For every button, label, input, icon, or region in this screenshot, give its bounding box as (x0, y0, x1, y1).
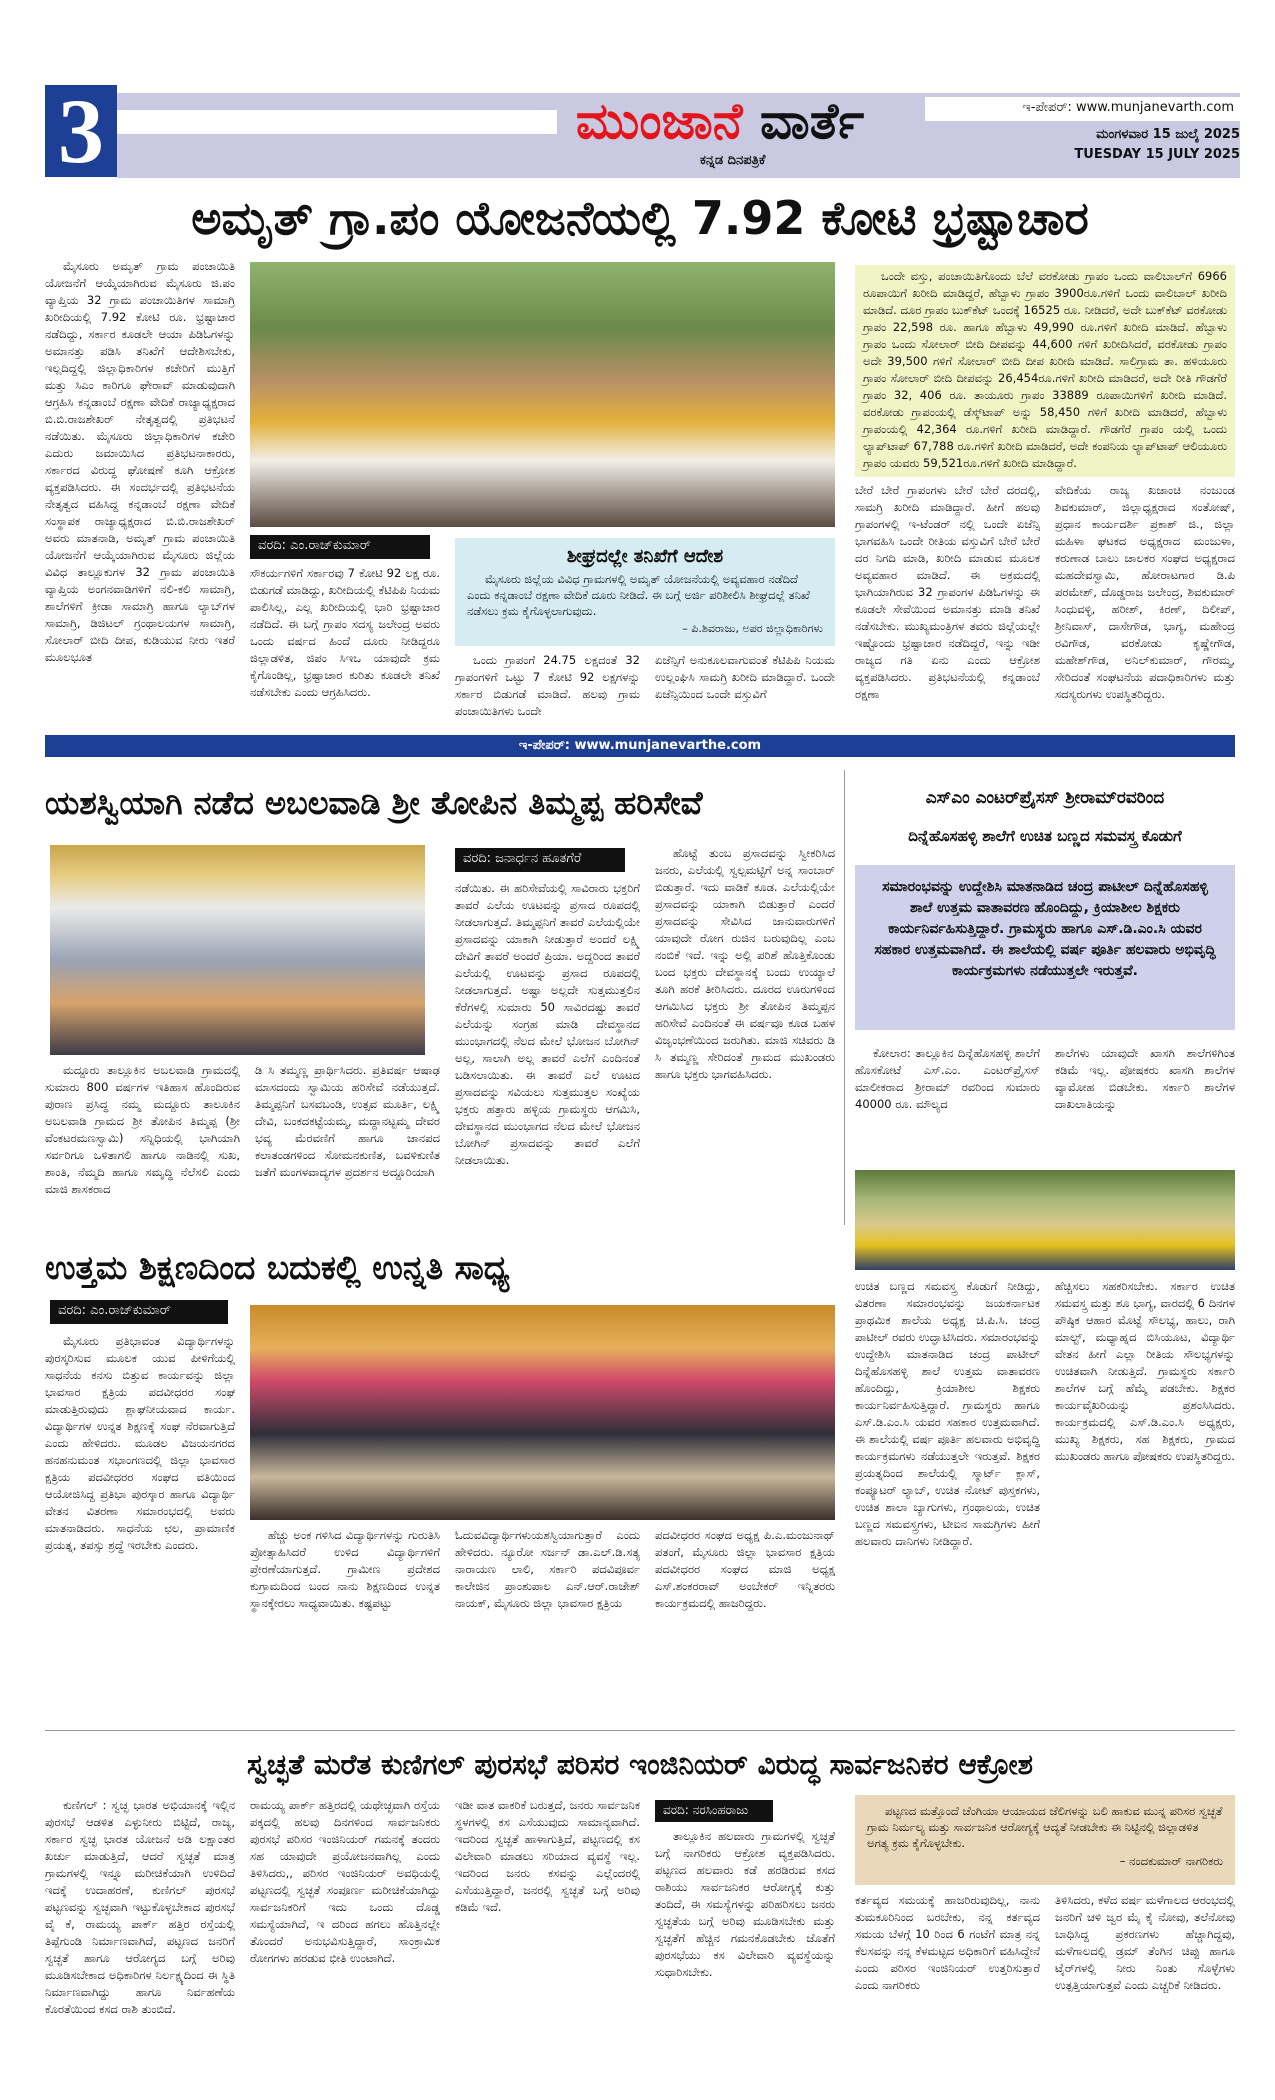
article5-column-2: ರಾಮಯ್ಯ ಪಾರ್ಕ್ ಹತ್ತಿರದಲ್ಲಿ ಯಥೇಚ್ಛವಾಗಿ ರಸ್ತೆಯ ಪಕ್ಕದಲ್ಲಿ ಹಲವು ದಿನಗಳಿಂದ ಸಾರ್ವಜನಿಕರು ಪುರಸಭೆ ಪರಿಸರ ಇಂಜಿನಿಯರ್ ಗಮನಕ್ಕೆ ತಂದರು ಸಹ ಯಾವುದೇ ಪ್ರಯೋಜನವಾಗಿಲ್ಲ ಎಂದು ತಿಳಿಸಿದರು,, ಪರಿಸರ ಇಂಜಿನಿಯರ್ ಅವಧಿಯಲ್ಲಿ ಪಟ್ಟಣದಲ್ಲಿ ಸ್ವಚ್ಛತೆ ಸಂಪೂರ್ಣ ಮರೀಚಿಕೆಯಾಗಿದ್ದು ಸಾರ್ವಜನಿಕರಿಗೆ ಇದು ಒಂದು ದೊಡ್ಡ ಸಮಸ್ಯೆಯಾಗಿದೆ, ಇ ದರಿಂದ ಹಗಲು ಹೊತ್ತಿನಲ್ಲೇ ತೊಂದರೆ ಅನುಭವಿಸುತ್ತಿದ್ದಾರೆ, ಸಾಂಕ್ರಾಮಿಕ ರೋಗಗಳು ಹರಡುವ ಭೀತಿ ಉಂಟಾಗಿದೆ. (250, 1798, 440, 1965)
article5-column-3: ಇಡೀ ವಾತ ವಾಕರಿಕೆ ಬರುತ್ತದೆ, ಜನರು ಸಾರ್ವಜನಿಕ ಸ್ಥಳಗಳಲ್ಲಿ ಕಸ ಎಸೆಯುವುದು ಸಾಮಾನ್ಯವಾಗಿದೆ. ಇದರಿಂದ ಸ್ವಚ್ಛತೆ ಹಾಳಾಗುತ್ತಿದೆ, ಪಟ್ಟಣದಲ್ಲಿ ಕಸ ವಿಲೇವಾರಿ ಮಾಡಲು ಸರಿಯಾದ ವ್ಯವಸ್ಥೆ ಇಲ್ಲ. ಇದರಿಂದ ಜನರು ಕಸವನ್ನು ಎಲ್ಲೆಂದರಲ್ಲಿ ಎಸೆಯುತ್ತಿದ್ದಾರೆ, ಜನರಲ್ಲಿ ಸ್ವಚ್ಛತೆ ಬಗ್ಗೆ ಅರಿವು ಕಡಿಮೆ ಇದೆ. (455, 1798, 640, 1914)
column-divider (844, 770, 845, 1225)
article4-byline: ವರದಿ: ಎಂ.ರಾಜ್‌ಕುಮಾರ್ (50, 1300, 228, 1324)
article1-column-4: ಏಜೆನ್ಸಿಗೆ ಅನುಕೂಲವಾಗುವಂತೆ ಕೆಟಿಪಿಪಿ ನಿಯಮ ಉಲ್ಲಂಘಿಸಿ ಸಾಮಗ್ರಿ ಖರೀದಿ ಮಾಡಿದ್ದಾರೆ. ಒಂದೇ ಏಜೆನ್ಸಿಯಿಂದ ಒಂದೇ ವಸ್ತುವಿಗೆ (655, 653, 835, 701)
article3-column-2: ಶಾಲೆಗಳು ಯಾವುದೇ ಖಾಸಗಿ ಶಾಲೆಗಳಿಗಿಂತ ಕಡಿಮೆ ಇಲ್ಲ. ಪೋಷಕರು ಖಾಸಗಿ ಶಾಲೆಗಳ ವ್ಯಾಮೋಹ ಬಿಡಬೇಕು. ಸರ್ಕಾರಿ ಶಾಲೆಗಳ ದಾಖಲಾತಿಯನ್ನು (1055, 1046, 1235, 1111)
article1-column-2: ಸೌಕರ್ಯಗಳಿಗೆ ಸರ್ಕಾರವು 7 ಕೋಟಿ 92 ಲಕ್ಷ ರೂ. ಬಿಡುಗಡೆ ಮಾಡಿದ್ದು, ಖರೀದಿಯಲ್ಲಿ ಕೆಟಿಪಿಪಿ ನಿಯಮ ಪಾಲಿಸಿಲ್ಲ, ಎಲ್ಲ ಖರೀದಿಯಲ್ಲಿ ಭಾರಿ ಭ್ರಷ್ಟಾಚಾರ ನಡೆದಿದೆ. ಈ ಬಗ್ಗೆ ಗ್ರಾಪಂ ಸದಸ್ಯ ಜಲೇಂದ್ರ ಅವರು ಒಂದು ವರ್ಷದ ಹಿಂದೆ ದೂರು ನೀಡಿದ್ದರೂ ಜಿಲ್ಲಾಡಳಿತ, ಜಿಪಂ ಸಿಇಒ ಯಾವುದೇ ಕ್ರಮ ಕೈಗೊಂಡಿಲ್ಲ, ಭ್ರಷ್ಟಾಚಾರ ಕುರಿತು ಕೂಡಲೇ ತನಿಖೆ ನಡೆಸಬೇಕು ಎಂದು ಆಗ್ರಹಿಸಿದರು. (250, 566, 440, 699)
article5-column-4: ತಾಲ್ಲೂಕಿನ ಹಲವಾರು ಗ್ರಾಮಗಳಲ್ಲಿ ಸ್ವಚ್ಛತೆ ಬಗ್ಗೆ ನಾಗರಿಕರು ಆಕ್ರೋಶ ವ್ಯಕ್ತಪಡಿಸಿದರು. ಪಟ್ಟಣದ ಹಲವಾರು ಕಡೆ ಹರಡಿರುವ ಕಸದ ರಾಶಿಯು ಸಾರ್ವಜನಿಕರ ಆರೋಗ್ಯಕ್ಕೆ ಕುತ್ತು ತಂದಿದೆ, ಈ ಸಮಸ್ಯೆಗಳನ್ನು ಪರಿಹರಿಸಲು ಜನರು ಸ್ವಚ್ಛತೆಯ ಬಗ್ಗೆ ಅರಿವು ಮೂಡಿಸಬೇಕು ಮತ್ತು ಸ್ವಚ್ಛತೆಗೆ ಹೆಚ್ಚಿನ ಗಮನಕೊಡಬೇಕು ಜೊತೆಗೆ ಪುರಸಭೆಯು ಕಸ ವಿಲೇವಾರಿ ವ್ಯವಸ್ಥೆಯನ್ನು ಸುಧಾರಿಸಬೇಕು. (655, 1829, 835, 1979)
headline-kunigal-cleanliness: ಸ್ವಚ್ಛತೆ ಮರೆತ ಕುಣಿಗಲ್ ಪುರಸಭೆ ಪರಿಸರ ಇಂಜಿನಿಯರ್ ವಿರುದ್ಧ ಸಾರ್ವಜನಿಕರ ಆಕ್ರೋಶ (246, 1748, 1034, 1781)
headline-uniform-donation-line2: ದಿನ್ನೆಹೊಸಹಳ್ಳಿ ಶಾಲೆಗೆ ಉಚಿತ ಬಣ್ಣದ ಸಮವಸ್ತ್ರ ಕೊಡುಗೆ (908, 827, 1182, 845)
epaper-divider-bar: ಇ-ಪೇಪರ್: www.munjanevarthe.com (45, 735, 1235, 757)
quote-box-title: ಶೀಘ್ರದಲ್ಲೇ ತನಿಖೆಗೆ ಆದೇಶ (566, 546, 724, 567)
article2-column-2: ಡಿ ಸಿ ತಮ್ಮಣ್ಣ ಪ್ರಾರ್ಥಿಸಿದರು. ಪ್ರತಿವರ್ಷ ಆಷಾಢ ಮಾಸದಂದು ಸ್ವಾಮಿಯ ಹರಿಸೇವೆ ನಡೆಯುತ್ತದೆ. ತಿಮ್ಮಪ್ಪನಿಗೆ ಬಸವಬಂಡಿ, ಉತ್ಸವ ಮೂರ್ತಿ, ಲಕ್ಷ್ಮಿ ದೇವಿ, ಬಂಕದಕಟ್ಟೆಯಮ್ಮ, ಮದ್ದಾನಟ್ಟಮ್ಮ ದೇವರ ಭವ್ಯ ಮೆರವಣಿಗೆ ಹಾಗೂ ಜಾನಪದ ಕಲಾತಂಡಗಳಿಂದ ಸೋಮನಕುಣಿತ, ಬವಳಿಕುಣಿತ ಜತೆಗೆ ಮಂಗಳವಾದ್ಯಗಳ ಪ್ರದರ್ಶನ ಅದ್ದೂರಿಯಾಗಿ (255, 1063, 440, 1179)
article3-column-1: ಕೋಲಾರ: ತಾಲ್ಲೂಕಿನ ದಿನ್ನೆಹೊಸಹಳ್ಳಿ ಶಾಲೆಗೆ ಹೊಸಕೋಟೆ ಎಸ್.ಎಂ. ಎಂಟರ್‌ಪ್ರೈಸಸ್ ಮಾಲೀಕರಾದ ಶ್ರೀರಾಮ್ ರವರಿಂದ ಸುಮಾರು 40000 ರೂ. ಮೌಲ್ಯದ (855, 1046, 1040, 1111)
masthead-black: ವಾರ್ತೆ (759, 92, 865, 150)
article5-column-5: ಕರ್ತವ್ಯದ ಸಮಯಕ್ಕೆ ಹಾಜರಿರುವುದಿಲ್ಲ, ನಾನು ತುಮಕೂರಿನಿಂದ ಬರಬೇಕು, ನನ್ನ ಕರ್ತವ್ಯದ ಸಮಯ ಬೆಳಗ್ಗೆ 10 ರಿಂದ 6 ಗಂಟೆಗೆ ಮಾತ್ರ ನನ್ನ ಕೆಲಸವನ್ನು ನನ್ನ ಕೆಳಮಟ್ಟದ ಅಧಿಕಾರಿಗೆ ವಹಿಸಿದ್ದೇನೆ ಎಂದು ಪರಿಸರ ಇಂಜಿನಿಯರ್ ಉತ್ತರಿಸುತ್ತಾರೆ ಎಂದು ನಾಗರಿಕರು (855, 1893, 1040, 1992)
photo-protest-memorandum (250, 262, 835, 527)
article4-column-2: ಹೆಚ್ಚು ಅಂಕ ಗಳಿಸಿದ ವಿದ್ಯಾರ್ಥಿಗಳನ್ನು ಗುರುತಿಸಿ ಪ್ರೋತ್ಸಾಹಿಸಿದರೆ ಉಳಿದ ವಿದ್ಯಾರ್ಥಿಗಳಿಗೆ ಪ್ರೇರಣೆಯಾಗುತ್ತದೆ. ಗ್ರಾಮೀಣ ಪ್ರದೇಶದ ಕುಗ್ರಾಮದಿಂದ ಬಂದ ನಾನು ಶಿಕ್ಷಣದಿಂದ ಉನ್ನತ ಸ್ಥಾನಕ್ಕೇರಲು ಸಾಧ್ಯವಾಯಿತು. ಕಷ್ಟಪಟ್ಟು (250, 1528, 440, 1610)
article5-byline: ವರದಿ: ನರಸಿಂಹರಾಜು (655, 1800, 773, 1822)
article1-column-6: ವೇದಿಕೆಯ ರಾಜ್ಯ ಖಜಾಂಚಿ ನಂಜುಂಡ ಶಿವಕುಮಾರ್, ಜಿಲ್ಲಾಧ್ಯಕ್ಷರಾದ ಸಂತೋಷ್, ಪ್ರಧಾನ ಕಾರ್ಯದರ್ಶಿ ಪ್ರಕಾಶ್ ಜಿ., ಜಿಲ್ಲಾ ಮಹಿಳಾ ಘಟಕದ ಅಧ್ಯಕ್ಷರಾದ ಮಂಜುಳಾ, ಕರುಣಾಡ ಬಾಲು ಚಾಲಕರ ಸಂಘದ ಅಧ್ಯಕ್ಷರಾದ ಮಹದೇವಸ್ವಾಮಿ, ಹೋರಾಟಗಾರ ಡಿ.ಪಿ ಪರಮೇಶ್, ದೊಡ್ಡರಾಜ ಜಲೇಂದ್ರ, ಶಿವಕುಮಾರ್ ಸಿಂಧುವಳ್ಳಿ, ಹರೀಶ್, ಕಿರಣ್, ದಿಲೀಪ್, ಶ್ರೀನಿವಾಸ್, ದಾಸೇಗೌಡ, ಭಾಗ್ಯ, ಮಹೇಂದ್ರ ರವಿಗೌಡ, ವರಕೋಡು ಕೃಷ್ಣೇಗೌಡ, ಮಹೇಶ್‌ಗೌಡ, ಅನಿಲ್‌ಕುಮಾರ್, ಗೌರಮ್ಮ, ಸೇರಿದಂತೆ ಸಂಘಟನೆಯ ಪದಾಧಿಕಾರಿಗಳು ಮತ್ತು ಸದಸ್ಯರುಗಳು ಉಪಸ್ಥಿತರಿದ್ದರು. (1055, 483, 1235, 701)
headline-timmappa-harisevé: ಯಶಸ್ವಿಯಾಗಿ ನಡೆದ ಅಬಲವಾಡಿ ಶ್ರೀ ತೋಪಿನ ತಿಮ್ಮಪ್ಪ ಹರಿಸೇವೆ (45, 784, 703, 822)
quote-box-attribution: – ಪಿ.ಶಿವರಾಜು, ಅಪರ ಜಿಲ್ಲಾಧಿಕಾರಿಗಳು (682, 622, 823, 635)
page-number: 3 (45, 85, 117, 177)
quote-box-citizen-text: ಪಟ್ಟಣದ ಮತ್ತೊಂದೆ ಚೆಂಗಿಯಾ ಆಯಾಯದ ಜೆಲಿಗಳನ್ನು ಬಲಿ ಹಾಕುವ ಮುನ್ನ ಪರಿಸರ ಸ್ವಚ್ಛತೆ ಗ್ರಾಮ ನಿರ್ಮಲ್ಯ ಮತ್ತು ಸಾರ್ವಜನಿಕ ಆರೋಗ್ಯಕ್ಕೆ ಆದ್ಯತೆ ನೀಡಬೇಕು ಈ ನಿಟ್ಟಿನಲ್ಲಿ ಜಿಲ್ಲಾಡಳಿತ ಅಗತ್ಯ ಕ್ರಮ ಕೈಗೊಳ್ಳಬೇಕು. (867, 1804, 1223, 1850)
article3-column-3: ಉಚಿತ ಬಣ್ಣದ ಸಮವಸ್ತ್ರ ಕೊಡುಗೆ ನೀಡಿದ್ದು, ವಿತರಣಾ ಸಮಾರಂಭವನ್ನು ಜಯಕರ್ನಾಟಕ ಪ್ರಾಥಮಿಕ ಶಾಲೆಯ ಅಧ್ಯಕ್ಷ ಚಿ.ಪಿ.ಸಿ. ಚಂದ್ರ ಪಾಟೀಲ್ ರವರು ಉದ್ಘಾಟಿಸಿದರು. ಸಮಾರಂಭವನ್ನು ಉದ್ದೇಶಿಸಿ ಮಾತನಾಡಿದ ಚಂದ್ರ ಪಾಟೀಲ್ ದಿನ್ನೆಹೊಸಹಳ್ಳಿ ಶಾಲೆ ಉತ್ತಮ ವಾತಾವರಣ ಹೊಂದಿದ್ದು, ಕ್ರಿಯಾಶೀಲ ಶಿಕ್ಷಕರು ಕಾರ್ಯನಿರ್ವಹಿಸುತ್ತಿದ್ದಾರೆ. ಗ್ರಾಮಸ್ಥರು ಹಾಗೂ ಎಸ್.ಡಿ.ಎಂ.ಸಿ ಯವರ ಸಹಕಾರ ಉತ್ತಮವಾಗಿದೆ. ಈ ಶಾಲೆಯಲ್ಲಿ ವರ್ಷ ಪೂರ್ತಿ ಹಲವಾರು ಅಭಿವೃದ್ಧಿ ಕಾರ್ಯಕ್ರಮಗಳು ನಡೆಯುತ್ತಲೇ ಇರುತ್ತವೆ. ಶಿಕ್ಷಕರ ಪ್ರಯತ್ನದಿಂದ ಶಾಲೆಯಲ್ಲಿ ಸ್ಮಾರ್ಟ್ ಕ್ಲಾಸ್, ಕಂಪ್ಯೂಟರ್ ಲ್ಯಾಬ್, ಉಚಿತ ನೋಟ್ ಪುಸ್ತಕಗಳು, ಉಚಿತ ಶಾಲಾ ಬ್ಯಾಗುಗಳು, ಗ್ರಂಥಾಲಯ, ಉಚಿತ ಬಣ್ಣದ ಸಮವಸ್ತ್ರಗಳು, ಟೀಐನ ಸಾಮಗ್ರಿಗಳು ಹೀಗೆ ಹಲವಾರು ದಾನಿಗಳು ನೀಡಿದ್ದಾರೆ. (855, 1279, 1040, 1548)
article1-column-3: ಒಂದು ಗ್ರಾಪಂಗೆ 24.75 ಲಕ್ಷದಂತೆ 32 ಗ್ರಾಪಂಗಳಿಗೆ ಒಟ್ಟು 7 ಕೋಟಿ 92 ಲಕ್ಷಗಳನ್ನು ಸರ್ಕಾರ ಬಿಡುಗಡೆ ಮಾಡಿದೆ. ಹಲವು ಗ್ರಾಮ ಪಂಚಾಯಿತಿಗಳು ಒಂದೇ (455, 653, 640, 718)
quote-box-citizen-attribution: – ನಂದಕುಮಾರ್ ನಾಗರಿಕರು (1119, 1854, 1223, 1868)
headline-uniform-donation-line1: ಎಸ್‌ಎಂ ಎಂಟರ್‌ಪ್ರೈಸಸ್ ಶ್ರೀರಾಮ್‌ರವರಿಂದ (925, 788, 1165, 808)
article2-byline: ವರದಿ: ಜನಾರ್ಧನ ಹೂತಗೆರೆ (455, 848, 625, 872)
article5-column-1: ಕುಣಿಗಲ್ : ಸ್ವಚ್ಛ ಭಾರತ ಅಭಿಯಾನಕ್ಕೆ ಇಲ್ಲಿನ ಪುರಸಭೆ ಆಡಳಿತ ಎಳ್ಳುನೀರು ಬಿಟ್ಟಿದೆ, ರಾಜ್ಯ, ಸರ್ಕಾರ ಸ್ವಚ್ಛ ಭಾರತ ಯೋಜನೆ ಅಡಿ ಲಕ್ಷಾಂತರ ಖರ್ಚು ಮಾಡುತ್ತಿದೆ, ಆದರೆ ಸ್ವಚ್ಛತೆ ಮಾತ್ರ ಗ್ರಾಮಗಳಲ್ಲಿ ಇನ್ನೂ ಮರೀಚಿಕೆಯಾಗಿ ಉಳಿದಿದೆ ಇದಕ್ಕೆ ಉದಾಹರಣೆ, ಕುಣಿಗಲ್ ಪುರಸಭೆ ಪಟ್ಟಣವನ್ನು ಸ್ವಚ್ಛವಾಗಿ ಇಟ್ಟುಕೊಳ್ಳಬೇಕಾದ ಪುರಸಭೆ ವೈ ಕೆ, ರಾಮಯ್ಯ ಪಾರ್ಕ್ ಹತ್ತಿರ ರಸ್ತೆಯಲ್ಲಿ ತಿಪ್ಪೆಗುಂಡಿ ನಿರ್ಮಾಣವಾಗಿದೆ, ಪಟ್ಟಣದ ಜನರಿಗೆ ಸ್ವಚ್ಛತೆ ಹಾಗೂ ಆರೋಗ್ಯದ ಬಗ್ಗೆ ಅರಿವು ಮೂಡಿಸಬೇಕಾದ ಅಧಿಕಾರಿಗಳ ನಿರ್ಲಕ್ಷ್ಯದಿಂದ ಈ ಸ್ಥಿತಿ ನಿರ್ಮಾಣವಾಗಿದ್ದು ಹಾಗೂ ನಿರ್ವಹಣೆಯ ಕೊರತೆಯಿಂದ ಕಸದ ರಾಶಿ ತುಂಬಿದೆ. (45, 1798, 235, 2016)
headline-education-success: ಉತ್ತಮ ಶಿಕ್ಷಣದಿಂದ ಬದುಕಲ್ಲಿ ಉನ್ನತಿ ಸಾಧ್ಯ (45, 1248, 510, 1287)
article1-column-5: ಬೇರೆ ಬೇರೆ ಗ್ರಾಪಂಗಳು ಬೇರೆ ಬೇರೆ ದರದಲ್ಲಿ, ಸಾಮಗ್ರಿ ಖರೀದಿ ಮಾಡಿದ್ದಾರೆ. ಹೀಗೆ ಹಲವು ಗ್ರಾಪಂಗಳಲ್ಲಿ ಇ-ಟೆಂಡರ್ ನಲ್ಲಿ ಒಂದೇ ಏಜೆನ್ಸಿ ಭಾಗವಹಿಸಿ ಒಂದೇ ರೀತಿಯ ವಸ್ತುವಿಗೆ ಬೇರೆ ಬೇರೆ ದರ ನಿಗದಿ ಮಾಡಿ, ಖರೀದಿ ಮಾಡುವ ಮೂಲಕ ಅವ್ಯವಹಾರ ಮಾಡಿದೆ. ಈ ಅಕ್ರಮದಲ್ಲಿ ಭಾಗಿಯಾಗಿರುವ 32 ಗ್ರಾಪಂಗಳ ಪಿಡಿಓಗಳನ್ನು ಈ ಕೂಡಲೇ ಸೇವೆಯಿಂದ ಅಮಾನತ್ತು ಮಾಡಿ ತನಿಖೆ ನಡೆಸಬೇಕು. ಮುಖ್ಯಮಂತ್ರಿಗಳ ತವರು ಜಿಲ್ಲೆಯಲ್ಲೇ ಇಷ್ಟೊಂದು ಭ್ರಷ್ಟಾಚಾರ ನಡೆದಿದ್ದರೆ, ಇನ್ನು ಇಡೀ ರಾಜ್ಯದ ಗತಿ ಏನು ಎಂದು ಆಕ್ರೋಶ ವ್ಯಕ್ತಪಡಿಸಿದರು. ಪ್ರತಿಭಟನೆಯಲ್ಲಿ ಕನ್ನಡಾಂಬೆ ರಕ್ಷಣಾ (855, 483, 1040, 701)
masthead-tagline: ಕನ್ನಡ ದಿನಪತ್ರಿಕೆ (700, 153, 766, 168)
article1-column-1: ಮೈಸೂರು ಅಮೃತ್ ಗ್ರಾಮ ಪಂಚಾಯಿತಿ ಯೋಜನೆಗೆ ಆಯ್ಕೆಯಾಗಿರುವ ಮೈಸೂರು ಜಿ.ಪಂ ವ್ಯಾಪ್ತಿಯ 32 ಗ್ರಾಮ ಪಂಚಾಯಿತಿಗಳ ಸಾಮಾಗ್ರಿ ಖರೀದಿಯಲ್ಲಿ 7.92 ಕೋಟಿ ರೂ. ಭ್ರಷ್ಟಾಚಾರ ನಡೆದಿದ್ದು, ಸರ್ಕಾರ ಕೂಡಲೇ ಆಯಾ ಪಿಡಿಓಗಳನ್ನು ಅಮಾನತ್ತು ಪಡಿಸಿ ತನಿಖೆಗೆ ಆದೇಶಿಸಬೇಕು, ಇಲ್ಲದಿದ್ದಲ್ಲಿ ಜಿಲ್ಲಾಧಿಕಾರಿಗಳ ಕಚೇರಿಗೆ ಮುತ್ತಿಗೆ ಮತ್ತು ಸಿಎಂ ಕಾರಿಗೂ ಘೇರಾವ್ ಮಾಡುವುದಾಗಿ ಆಗ್ರಹಿಸಿ ಕನ್ನಡಾಂಬೆ ರಕ್ಷಣಾ ವೇದಿಕೆ ರಾಜ್ಯಾಧ್ಯಕ್ಷರಾದ ಬಿ.ಬಿ.ರಾಜಶೇಖರ್ ನೇತೃತ್ವದಲ್ಲಿ ಪ್ರತಿಭಟನೆ ನಡೆಯಿತು. ಮೈಸೂರು ಜಿಲ್ಲಾಧಿಕಾರಿಗಳ ಕಚೇರಿ ಎದುರು ಜಮಾಯಿಸಿದ ಪ್ರತಿಭಟನಾಕಾರರು, ಸರ್ಕಾರದ ವಿರುದ್ಧ ಘೋಷಣೆ ಕೂಗಿ ಆಕ್ರೋಶ ವ್ಯಕ್ತಪಡಿಸಿದರು. ಈ ಸಂದರ್ಭದಲ್ಲಿ ಪ್ರತಿಭಟನೆಯ ನೇತೃತ್ವದ ವಹಿಸಿದ್ದ ಕನ್ನಡಾಂಬೆ ರಕ್ಷಣಾ ವೇದಿಕೆ ಸಂಸ್ಥಾಪಕ ರಾಜ್ಯಾಧ್ಯಕ್ಷರಾದ ಬಿ.ಬಿ.ರಾಜಶೇಖರ್ ಅವರು ಮಾತನಾಡಿ, ಅಮೃತ್ ಗ್ರಾಮ ಪಂಚಾಯಿತಿ ಯೋಜನೆಗೆ ಆಯ್ಕೆಯಾಗಿರುವ ಮೈಸೂರು ಜಿಲ್ಲೆಯ ವಿವಿಧ ತಾಲ್ಲೂಕುಗಳ 32 ಗ್ರಾಮ ಪಂಚಾಯಿತಿ ವ್ಯಾಪ್ತಿಯ ಅಂಗನವಾಡಿಗಳಿಗೆ ನಲಿ-ಕಲಿ ಸಾಮಾಗ್ರಿ, ಶಾಲೆಗಳಿಗೆ ಕ್ರೀಡಾ ಸಾಮಾಗ್ರಿ ಹಾಗೂ ಲ್ಯಾಬ್‌ಗಳ ಸಾಮಾಗ್ರಿ, ಡಿಜಿಟಲ್ ಗ್ರಂಥಾಲಯಗಳ ಸಾಮಾಗ್ರಿ, ಸೋಲಾರ್ ಬೀದಿ ದೀಪ, ಕುಡಿಯುವ ನೀರು ಇತರೆ ಮೂಲಭೂತ (45, 259, 235, 664)
article2-column-3: ನಡೆಯಿತು. ಈ ಹರಿಸೇವೆಯಲ್ಲಿ ಸಾವಿರಾರು ಭಕ್ತರಿಗೆ ತಾವರೆ ಎಲೆಯ ಊಟವನ್ನು ಪ್ರಸಾದ ರೂಪದಲ್ಲಿ ನೀಡಲಾಗುತ್ತದೆ. ತಿಮ್ಮಪ್ಪನಿಗೆ ತಾವರೆ ಎಲೆಯಲ್ಲಿಯೇ ಪ್ರಸಾದವನ್ನು ಯಾಕಾಗಿ ನೀಡುತ್ತಾರೆ ಅಂದರೆ ಲಕ್ಷ್ಮಿ ದೇವಿಗೆ ತಾವರೆ ಅಂದರೆ ಪ್ರಿಯಾ. ಅದ್ದರಿಂದ ತಾವರೆ ಎಲೆಯಲ್ಲಿ ಊಟವನ್ನು ಪ್ರಸಾದ ರೂಪದಲ್ಲಿ ನೀಡಲಾಗುತ್ತದೆ. ಅಷ್ಟಾ ಅಲ್ಲದೇ ಸುತ್ತಮುತ್ತಲಿನ ಕೆರೆಗಳಲ್ಲಿ ಸುಮಾರು 50 ಸಾವಿರದಷ್ಟು ತಾವರೆ ಎಲೆಯನ್ನು ಸಂಗ್ರಹ ಮಾಡಿ ದೇವಸ್ಥಾನದ ಮುಂಭಾಗದಲ್ಲಿ ನೆಲದ ಮೇಲೆ ಭೋಜನ ಬೋಗಿನ್ ಅಲ್ಲ, ಸಾಲಾಗಿ ಅಲ್ಲ ತಾವರೆ ಎಲೆಗೆ ಎಂದಿನಂತೆ ಬಡಿಸಲಾಯಿತು. ಈ ತಾವರೆ ಎಲೆ ಊಟದ ಪ್ರಸಾದವನ್ನು ಸವಿಯಲು ಸುತ್ತಮುತ್ತಲ ಸಂಖ್ಯೆಯ ಭಕ್ತರು ಹತ್ತಾರು ಹಳ್ಳಿಯ ಗ್ರಾಮಸ್ಥರು ಆಗಮಿಸಿ, ದೇವಸ್ಥಾನದ ಮುಂಭಾಗದ ನೆಲದ ಮೇಲೆ ಭೋಜನ ಬೋಗಿನ್ ಪ್ರಸಾದವನ್ನು ತಾವರೆ ಎಲೆಗೆ ನೀಡಲಾಯಿತು. (455, 881, 640, 1167)
section-divider (45, 1730, 1235, 1731)
article2-column-4: ಹೊಟ್ಟೆ ತುಂಬ ಪ್ರಸಾದವನ್ನು ಸ್ವೀಕರಿಸಿದ ಜನರು, ಎಲೆಯಲ್ಲಿ ಸ್ವಲ್ಪಮಟ್ಟಿಗೆ ಅನ್ನ ಸಾಂಬಾರ್ ಬಿಡುತ್ತಾರೆ. ಇದು ವಾಡಿಕೆ ಕೂಡ. ಎಲೆಯಲ್ಲಿಯೇ ಪ್ರಸಾದವನ್ನು ಯಾಕಾಗಿ ಬಿಡುತ್ತಾರೆ ಎಂದರೆ ಪ್ರಸಾದವನ್ನು ಸೇವಿಸಿದ ಜಾನುವಾರುಗಳಿಗೆ ಯಾವುದೇ ರೋಗ ರುಜಿನ ಬರುವುದಿಲ್ಲ ಎಂಬ ನಂಬಿಕೆ ಇದೆ. ಇನ್ನು ಅಲ್ಲಿ ಪರಿಶೆ ಹೊತ್ತಿಕೊಂಡು ಬಂದ ಭಕ್ತರು ದೇವಸ್ಥಾನಕ್ಕೆ ಬಂದು ಉಯ್ಯಾಲೆ ತೂಗಿ ಹರಕೆ ತೀರಿಸಿದರು. ದೂರದ ಊರುಗಳಿಂದ ಆಗಮಿಸಿದ ಭಕ್ತರು ಶ್ರೀ ತೋಪಿನ ತಿಮ್ಮಪ್ಪನ ಹರಿಸೇವೆ ಎಂದಿನಂತೆ ಈ ವರ್ಷವೂ ಕೂಡ ಬಹಳ ವಿಜೃಂಭಣೆಯಿಂದ ಜರುಗಿತು. ಮಾಜಿ ಸಚಿವರು ಡಿ ಸಿ ತಮ್ಮಣ್ಣ ಸೇರಿದಂತೆ ಗ್ರಾಮದ ಮುಖಂಡರು ಹಾಗೂ ಭಕ್ತರು ಭಾಗವಹಿಸಿದರು. (655, 846, 835, 1081)
headline-amrut-corruption: ಅಮೃತ್ ಗ್ರಾ.ಪಂ ಯೋಜನೆಯಲ್ಲಿ 7.92 ಕೋಟಿ ಭ್ರಷ್ಟಾಚಾರ (191, 191, 1089, 245)
quote-box-text: ಮೈಸೂರು ಜಿಲ್ಲೆಯ ವಿವಿಧ ಗ್ರಾಮಗಳಲ್ಲಿ ಅಮೃತ್ ಯೋಜನೆಯಲ್ಲಿ ಅವ್ಯವಹಾರ ನಡೆದಿದೆ ಎಂದು ಕನ್ನಡಾಂಬೆ ರಕ್ಷಣಾ ವೇದಿಕೆ ದೂರು ನೀಡಿದೆ. ಈ ಬಗ್ಗೆ ಅರ್ಜಿ ಪರಿಶೀಲಿಸಿ ಶೀಘ್ರದಲ್ಲೆ ತನಿಖೆ ನಡೆಸಲು ಕ್ರಮ ಕೈಗೊಳ್ಳಲಾಗುವುದು. (467, 572, 810, 618)
quote-box-school: ಸಮಾರಂಭವನ್ನು ಉದ್ದೇಶಿಸಿ ಮಾತನಾಡಿದ ಚಂದ್ರ ಪಾಟೀಲ್ ದಿನ್ನೆಹೊಸಹಳ್ಳಿ ಶಾಲೆ ಉತ್ತಮ ವಾತಾವರಣ ಹೊಂದಿದ್ದು, ಕ್ರಿಯಾಶೀಲ ಶಿಕ್ಷಕರು ಕಾರ್ಯನಿರ್ವಹಿಸುತ್ತಿದ್ದಾರೆ. ಗ್ರಾಮಸ್ಥರು ಹಾಗೂ ಎಸ್.ಡಿ.ಎಂ.ಸಿ ಯವರ ಸಹಕಾರ ಉತ್ತಮವಾಗಿದೆ. ಈ ಶಾಲೆಯಲ್ಲಿ ವರ್ಷ ಪೂರ್ತಿ ಹಲವಾರು ಅಭಿವೃದ್ಧಿ ಕಾರ್ಯಕ್ರಮಗಳು ನಡೆಯುತ್ತಲೇ ಇರುತ್ತವೆ. (855, 865, 1235, 1030)
article1-byline: ವರದಿ: ಎಂ.ರಾಜ್‌ಕುಮಾರ್ (250, 535, 430, 559)
article4-column-1: ಮೈಸೂರು ಪ್ರತಿಭಾವಂತ ವಿದ್ಯಾರ್ಥಿಗಳನ್ನು ಪುರಸ್ಕರಿಸುವ ಮೂಲಕ ಯುವ ಪೀಳಿಗೆಯಲ್ಲಿ ಸಾಧನೆಯ ಕನಸು ಬಿತ್ತುವ ಕಾರ್ಯವನ್ನು ಜಿಲ್ಲಾ ಭಾವಸಾರ ಕ್ಷತ್ರಿಯ ಪದವೀಧರರ ಸಂಘ ಮಾಡುತ್ತಿರುವುದು ಶ್ಲಾಘನೀಯವಾದ ಕಾರ್ಯ. ವಿದ್ಯಾರ್ಥಿಗಳ ಉನ್ನತ ಶಿಕ್ಷಣಕ್ಕೆ ಸಂಘ ನೆರವಾಗುತ್ತಿದೆ ಎಂದು ಹೇಳಿದರು. ಮೂಡಲ ವಿಜಯನಗರದ ಹನಹನುಮಂತ ಸಭಾಂಗಣದಲ್ಲಿ ಜಿಲ್ಲಾ ಭಾವಸಾರ ಕ್ಷತ್ರಿಯ ಪದವೀಧರರ ಸಂಘದ ವತಿಯಿಂದ ಆಯೋಜಿಸಿದ್ದ ಪ್ರತಿಭಾ ಪುರಸ್ಕಾರ ಹಾಗೂ ವಿದ್ಯಾರ್ಥಿ ವೇತನ ವಿತರಣಾ ಸಮಾರಂಭದಲ್ಲಿ ಅವರು ಮಾತನಾಡಿದರು. ಸಾಧನೆಯ ಛಲ, ಪ್ರಾಮಾಣಿಕ ಪ್ರಯತ್ನ, ತಪಸ್ಸು ಶ್ರದ್ಧೆ ಇರಬೇಕು ಎಂದರು. (45, 1334, 235, 1552)
masthead-strip (117, 110, 557, 134)
photo-lamp-lighting-ceremony (250, 1305, 835, 1520)
masthead-logo (545, 92, 895, 150)
date-english: TUESDAY 15 JULY 2025 (1074, 147, 1240, 162)
photo-school-children-uniforms (855, 1170, 1235, 1270)
article4-column-3: ಓದುವವಿದ್ಯಾರ್ಥಿಗಳುಯಶಸ್ವಿಯಾಗುತ್ತಾರೆ ಎಂದು ಹೇಳಿದರು. ನ್ಯೂರೋ ಸರ್ಜನ್ ಡಾ.ಎಲ್.ಡಿ.ಸತ್ಯ ನಾರಾಯಣ ಲಾಲಿ, ಸರ್ಕಾರಿ ಪದವಿಪೂರ್ವ ಕಾಲೇಜಿನ ಪ್ರಾಂಶುಪಾಲ ಎನ್.ಆರ್.ರಾಜೇಶ್ ನಾಯಕ್, ಮೈಸೂರು ಜಿಲ್ಲಾ ಭಾವಸಾರ ಕ್ಷತ್ರಿಯ (455, 1528, 640, 1610)
quote-box-investigation (455, 538, 835, 646)
epaper-link[interactable]: ಇ-ಪೇಪರ್: www.munjanevarth.com (925, 97, 1240, 121)
quote-box-citizen (855, 1795, 1235, 1885)
article5-column-6: ತಿಳಿಸಿದರು, ಕಳೆದ ವರ್ಷ ಮಳೆಗಾಲದ ಆರಂಭದಲ್ಲಿ ಜನರಿಗೆ ಚಳಿ ಜ್ವರ ಮೈ ಕೈ ನೋವು, ತಲೆನೋವು ಬಾಧಿಸಿದ್ದ ಪ್ರಕರಣಗಳು ಹೆಚ್ಚಾಗಿದ್ದವು, ಮಳೆಗಾಲದಲ್ಲಿ ಡ್ರಮ್ ತೆಂಗಿನ ಚಿಪ್ಪು ಹಾಗೂ ಟೈರ್‌ಗಳಲ್ಲಿ ನೀರು ನಿಂತು ಸೊಳ್ಳೆಗಳು ಉತ್ಪತ್ತಿಯಾಗುತ್ತವೆ ಎಂದು ಎಚ್ಚರಿಕೆ ನೀಡಿದರು. (1055, 1893, 1235, 1992)
article2-column-1: ಮದ್ದೂರು ತಾಲ್ಲೂಕಿನ ಅಬಲವಾಡಿ ಗ್ರಾಮದಲ್ಲಿ ಸುಮಾರು 800 ವರ್ಷಗಳ ಇತಿಹಾಸ ಹೊಂದಿರುವ ಪುರಾಣ ಪ್ರಸಿದ್ಧ ನಮ್ಮ ಮದ್ದೂರು ತಾಲೂಕಿನ ಅಬಲವಾಡಿ ಗ್ರಾಮದ ಶ್ರೀ ತೋಪಿನ ತಿಮ್ಮಪ್ಪ (ಶ್ರೀ ವೆಂಕಟರಮಣಸ್ವಾಮಿ) ಸನ್ನಿಧಿಯಲ್ಲಿ ಭಾಗಿಯಾಗಿ ಸರ್ವರಿಗೂ ಒಳಿತಾಗಲಿ ಹಾಗೂ ನಾಡಿನಲ್ಲಿ ಸುಖ, ಶಾಂತಿ, ನೆಮ್ಮದಿ ಹಾಗೂ ಸಮೃದ್ಧಿ ನೆಲೆಸಲಿ ಎಂದು ಮಾಜಿ ಶಾಸಕರಾದ (45, 1063, 240, 1196)
article3-column-4: ಹೆಚ್ಚಿಸಲು ಸಹಕರಿಸಬೇಕು. ಸರ್ಕಾರ ಉಚಿತ ಸಮವಸ್ತ್ರ ಮತ್ತು ಶೂ ಭಾಗ್ಯ, ವಾರದಲ್ಲಿ 6 ದಿನಗಳ ಪೌಷ್ಠಿಕ ಆಹಾರ ಮೊಟ್ಟೆ ಸೌಲಭ್ಯ, ಹಾಲು, ರಾಗಿ ಮಾಲ್ಟ್, ಮಧ್ಯಾಹ್ನದ ಬಿಸಿಯೂಟ, ವಿದ್ಯಾರ್ಥಿ ವೇತನ ಹೀಗೆ ಎಲ್ಲಾ ರೀತಿಯ ಸೌಲಭ್ಯಗಳನ್ನು ಉಚಿತವಾಗಿ ನೀಡುತ್ತಿದೆ. ಗ್ರಾಮಸ್ಥರು ಸರ್ಕಾರಿ ಶಾಲೆಗಳ ಬಗ್ಗೆ ಹೆಮ್ಮೆ ಪಡಬೇಕು. ಶಿಕ್ಷಕರ ಕಾರ್ಯವೈಖರಿಯನ್ನು ಪ್ರಶಂಸಿಸಿದರು. ಕಾರ್ಯಕ್ರಮದಲ್ಲಿ ಎಸ್.ಡಿ.ಎಂ.ಸಿ ಅಧ್ಯಕ್ಷರು, ಮುಖ್ಯ ಶಿಕ್ಷಕರು, ಸಹ ಶಿಕ್ಷಕರು, ಗ್ರಾಮದ ಮುಖಂಡರು ಹಾಗೂ ಪೋಷಕರು ಉಪಸ್ಥಿತರಿದ್ದರು. (1055, 1279, 1235, 1463)
article4-column-4: ಪದವೀಧರರ ಸಂಘದ ಅಧ್ಯಕ್ಷ ಪಿ.ಎ.ಮಂಜುನಾಥ್ ಪತಂಗೆ, ಮೈಸೂರು ಜಿಲ್ಲಾ ಭಾವಸಾರ ಕ್ಷತ್ರಿಯ ಪದವೀಧರರ ಸಂಘದ ಮಾಜಿ ಅಧ್ಯಕ್ಷ ಎಸ್.ಶಂಕರರಾವ್ ಅಂಬೇಕರ್ ಇನ್ನಿತರರು ಕಾರ್ಯಕ್ರಮದಲ್ಲಿ ಹಾಜರಿದ್ದರು. (655, 1528, 835, 1610)
highlight-box-price-comparison: ಒಂದೇ ವಸ್ತು, ಪಂಚಾಯಿತಿಗೊಂದು ಬೆಲೆ ವರಕೋಡು ಗ್ರಾಪಂ ಒಂದು ವಾಲಿಬಾಲ್‌ಗೆ 6966 ರೂಪಾಯಿಗೆ ಖರೀದಿ ಮಾಡಿದ್ದರೆ, ಹೆಬ್ಬಾಳು ಗ್ರಾಪಂ 3900ರೂ.ಗಳಿಗೆ ಒಂದು ವಾಲಿಬಾಲ್ ಖರೀದಿ ಮಾಡಿದೆ. ದೂರ ಗ್ರಾಪಂ ಬುಕ್‌ಕೆಟ್ ಒಂದಕ್ಕೆ 16525 ರೂ. ನೀಡಿದರೆ, ಅದೇ ಬುಕ್‌ಕೆಟ್ ವರಕೋಡು ಗ್ರಾಪಂ 22,598 ರೂ. ಹಾಗೂ ಹೆಬ್ಬಾಳು 49,990 ರೂ.ಗಳಿಗೆ ಖರೀದಿ ಮಾಡಿದೆ. ಹೆಬ್ಬಾಳು ಗ್ರಾಪಂ ಒಂದು ಸೋಲಾರ್ ಬೀದಿ ದೀಪವನ್ನು 44,600 ಗಳಿಗೆ ಖರೀದಿಸಿದರೆ, ವರಕೋಡು ಗ್ರಾಪಂ ಅದೇ 39,500 ಗಳಿಗೆ ಸೋಲಾರ್ ಬೀದಿ ದೀಪ ಖರೀದಿ ಮಾಡಿದೆ. ಸಾಲಿಗ್ರಾಮ ತಾ. ಹಳಿಯೂರು ಗ್ರಾಪಂ ಸೋಲಾರ್ ಬೀದಿ ದೀಪವನ್ನು 26,454ರೂ.ಗಳಿಗೆ ಖರೀದಿ ಮಾಡಿದರೆ, ಅದೇ ರೀತಿ ಗೌಡಗೆರೆ ಗ್ರಾಪಂ 32, 406 ರೂ. ತಾಯೂರು ಗ್ರಾಪಂ 33889 ರೂಪಾಯಿಗಳಿಗೆ ಖರೀದಿ ಮಾಡಿದೆ. ವರಕೋಡು ಗ್ರಾಪಂಯಲ್ಲಿ ಡೆಸ್ಕ್‌ಟಾಪ್ ಅನ್ನು 58,450 ಗಳಿಗೆ ಖರೀದಿ ಮಾಡಿದರೆ, ಹೆಬ್ಬಾಳು ಗ್ರಾಪಂಯಲ್ಲಿ 42,364 ರೂ.ಗಳಿಗೆ ಖರೀದಿ ಮಾಡಿದ್ದಾರೆ. ಗೌಡಗೆರೆ ಗ್ರಾಪಂ ಯಲ್ಲಿ ಒಂದು ಲ್ಯಾಪ್‌ಟಾಪ್ 67,788 ರೂ.ಗಳಿಗೆ ಖರೀದಿ ಮಾಡಿದರೆ, ಅದೇ ಕಂಪನಿಯ ಲ್ಯಾಪ್‌ಟಾಪ್ ಆಲಿಯೂರು ಗ್ರಾಪಂ ಯವರು 59,521ರೂ.ಗಳಿಗೆ ಖರೀದಿ ಮಾಡಿದ್ದಾರೆ. (855, 265, 1235, 477)
photo-temple-procession (50, 845, 425, 1055)
masthead-red: ಮುಂಜಾನೆ (575, 92, 743, 150)
date-kannada: ಮಂಗಳವಾರ 15 ಜುಲೈ 2025 (1096, 127, 1240, 142)
